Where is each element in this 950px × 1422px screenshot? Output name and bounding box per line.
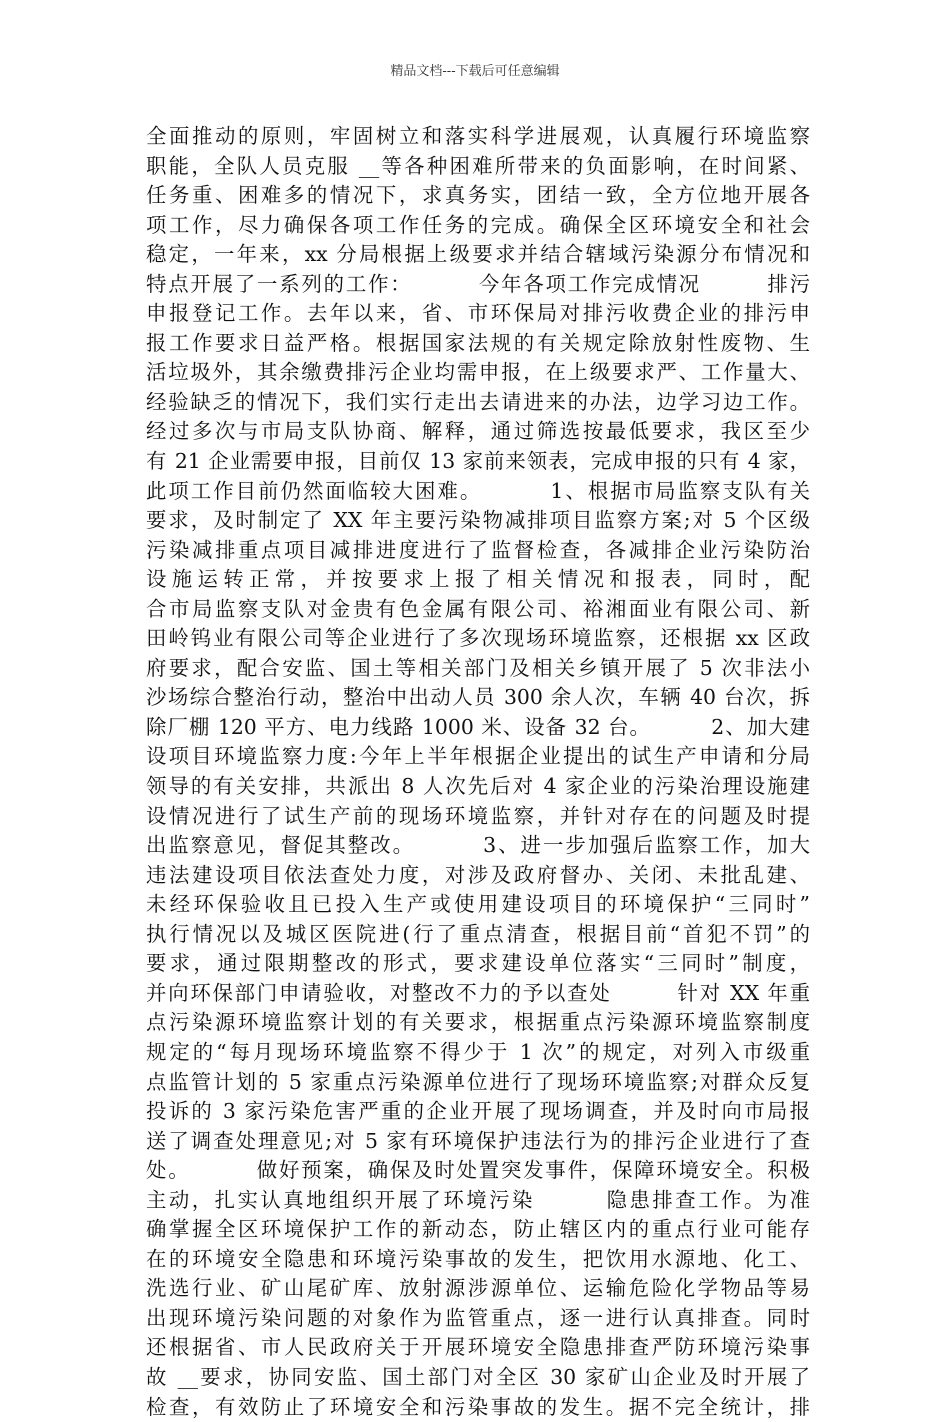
text-line: 出监察意见，督促其整改。 3、进一步加强后监察工作，加大 <box>146 833 810 858</box>
text-line: 确掌握全区环境保护工作的新动态，防止辖区内的重点行业可能存 <box>146 1217 810 1242</box>
text-line: 特点开展了一系列的工作： 今年各项工作完成情况 排污 <box>146 271 810 296</box>
text-line: 处。 做好预案，确保及时处置突发事件，保障环境安全。积极 <box>146 1158 810 1183</box>
text-line: 此项工作目前仍然面临较大困难。 1、根据市局监察支队有关 <box>146 478 810 503</box>
text-line: 项工作，尽力确保各项工作任务的完成。确保全区环境安全和社会 <box>146 212 810 237</box>
text-line: 点污染源环境监察计划的有关要求，根据重点污染源环境监察制度 <box>146 1010 810 1035</box>
text-line: 活垃圾外，其余缴费排污企业均需申报，在上级要求严、工作量大、 <box>146 360 810 385</box>
text-line: 报工作要求日益严格。根据国家法规的有关规定除放射性废物、生 <box>146 330 810 355</box>
text-line: 田岭钨业有限公司等企业进行了多次现场环境监察，还根据 xx 区政 <box>146 626 810 651</box>
text-line: 除厂棚 120 平方、电力线路 1000 米、设备 32 台。 2、加大建 <box>146 714 810 739</box>
text-line: 领导的有关安排，共派出 8 人次先后对 4 家企业的污染治理设施建 <box>146 774 810 799</box>
text-line: 还根据省、市人民政府关于开展环境安全隐患排查严防环境污染事 <box>146 1335 810 1360</box>
text-line: 出现环境污染问题的对象作为监管重点，逐一进行认真排查。同时 <box>146 1305 810 1330</box>
text-line: 违法建设项目依法查处力度，对涉及政府督办、关闭、未批乱建、 <box>146 862 810 887</box>
text-line: 主动，扎实认真地组织开展了环境污染 隐患排查工作。为准 <box>146 1187 810 1212</box>
text-line: 检查，有效防止了环境安全和污染事故的发生。据不完全统计，排 <box>146 1394 810 1419</box>
text-line: 全面推动的原则，牢固树立和落实科学进展观，认真履行环境监察 <box>146 124 810 148</box>
text-line: 污染减排重点项目减排进度进行了监督检查，各减排企业污染防治 <box>146 537 810 562</box>
text-line: 在的环境安全隐患和环境污染事故的发生，把饮用水源地、化工、 <box>146 1246 810 1271</box>
text-line: 有 21 企业需要申报，目前仅 13 家前来领表，完成申报的只有 4 家， <box>146 449 810 474</box>
page-header: 精品文档---下载后可任意编辑 <box>390 64 560 79</box>
text-line: 设情况进行了试生产前的现场环境监察，并针对存在的问题及时提 <box>146 803 810 828</box>
text-line: 执行情况以及城区医院进(行了重点清查，根据目前“首犯不罚”的 <box>146 921 810 946</box>
text-line: 申报登记工作。去年以来，省、市环保局对排污收费企业的排污申 <box>146 301 810 326</box>
text-line: 点监管计划的 5 家重点污染源单位进行了现场环境监察;对群众反复 <box>146 1069 810 1094</box>
text-line: 经过多次与市局支队协商、解释，通过筛选按最低要求，我区至少 <box>146 419 810 444</box>
text-line: 设项目环境监察力度:今年上半年根据企业提出的试生产申请和分局 <box>146 744 810 769</box>
text-line: 并向环保部门申请验收，对整改不力的予以查处 针对 XX 年重 <box>146 980 810 1005</box>
text-line: 设施运转正常，并按要求上报了相关情况和报表，同时，配 <box>146 567 810 592</box>
text-line: 送了调查处理意见;对 5 家有环境保护违法行为的排污企业进行了查 <box>146 1128 810 1153</box>
text-line: 稳定，一年来，xx 分局根据上级要求并结合辖域污染源分布情况和 <box>146 242 810 267</box>
text-line: 合市局监察支队对金贵有色金属有限公司、裕湘面业有限公司、新 <box>146 596 810 621</box>
text-line: 沙场综合整治行动，整治中出动人员 300 余人次，车辆 40 台次，拆 <box>146 685 810 710</box>
text-line: 职能，全队人员克服 __等各种困难所带来的负面影响，在时间紧、 <box>146 153 810 178</box>
document-body <box>146 122 810 1422</box>
text-line: 府要求，配合安监、国土等相关部门及相关乡镇开展了 5 次非法小 <box>146 655 810 680</box>
text-line: 规定的“每月现场环境监察不得少于 1 次”的规定，对列入市级重 <box>146 1039 810 1064</box>
text-line: 要求，通过限期整改的形式，要求建设单位落实“三同时”制度， <box>146 951 810 976</box>
text-line: 要求，及时制定了 XX 年主要污染物减排项目监察方案;对 5 个区级 <box>146 508 810 533</box>
text-line: 经验缺乏的情况下，我们实行走出去请进来的办法，边学习边工作。 <box>146 389 810 414</box>
text-line: 任务重、困难多的情况下，求真务实，团结一致，全方位地开展各 <box>146 183 810 208</box>
text-line: 未经环保验收且已投入生产或使用建设项目的环境保护“三同时” <box>146 892 810 917</box>
text-line: 投诉的 3 家污染危害严重的企业开展了现场调查，并及时向市局报 <box>146 1099 810 1124</box>
text-line: 故 __要求，协同安监、国土部门对全区 30 家矿山企业及时开展了 <box>146 1364 810 1389</box>
text-line: 洗选行业、矿山尾矿库、放射源涉源单位、运输危险化学物品等易 <box>146 1276 810 1301</box>
